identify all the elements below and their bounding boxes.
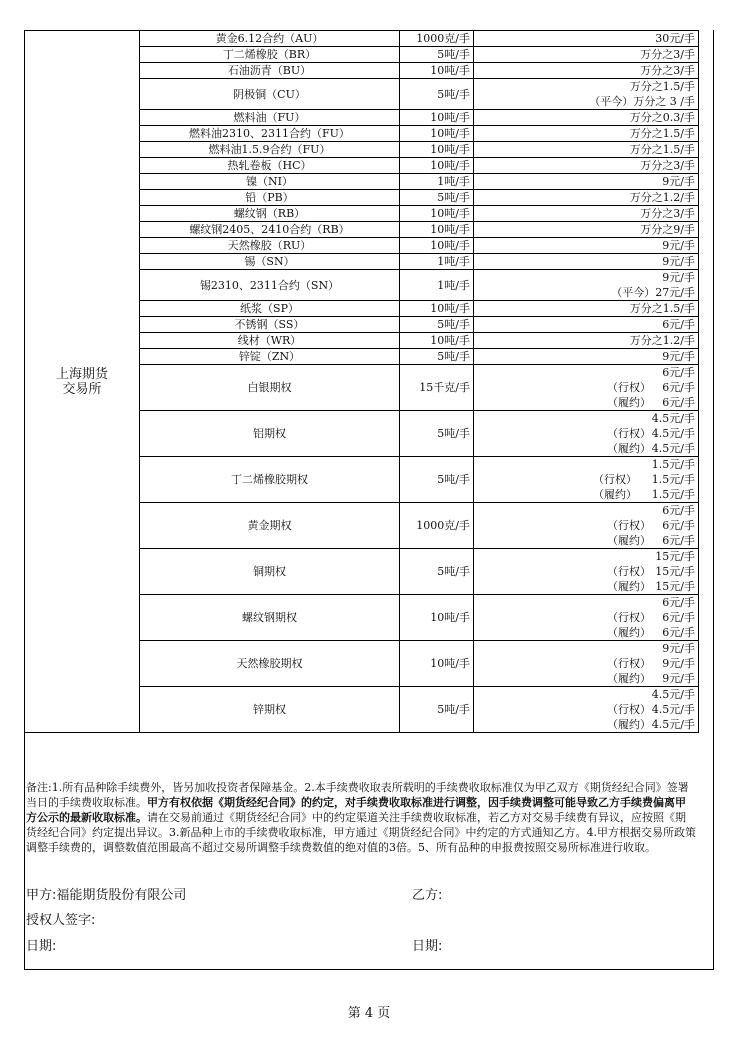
contract-unit: 5吨/手: [400, 687, 474, 733]
product-name: 黄金6.12合约（AU）: [140, 31, 400, 47]
contract-unit: 10吨/手: [400, 63, 474, 79]
fee-line: [477, 656, 695, 671]
option-fee-cell: [474, 687, 699, 733]
contract-unit: 5吨/手: [400, 79, 474, 110]
exercise-tag: （行权）: [607, 565, 651, 578]
fee-cell: [474, 238, 699, 254]
contract-unit: 5吨/手: [400, 411, 474, 457]
product-name: 燃料油1.5.9合约（FU）: [140, 142, 400, 158]
fee-line: [477, 533, 695, 548]
perform-tag: （履约）: [607, 626, 651, 639]
contract-unit: 5吨/手: [400, 47, 474, 63]
date-party-a: 日期:: [26, 939, 57, 954]
fee-cell: [474, 110, 699, 126]
fee-line: [477, 518, 695, 533]
contract-unit: 5吨/手: [400, 549, 474, 595]
authorized-signature: 授权人签字:: [26, 913, 96, 928]
option-product-name: 铜期权: [140, 549, 400, 595]
fee-line: 万分之3/手: [640, 48, 695, 61]
fee-line: 万分之3/手: [640, 207, 695, 220]
fee-line: 万分之1.5/手: [629, 143, 695, 156]
fee-line: [477, 610, 695, 625]
fee-value: 6元/手: [662, 596, 695, 609]
fee-value: 1.5元/手: [651, 488, 695, 501]
option-fee-cell: [474, 641, 699, 687]
fee-value: 6元/手: [662, 534, 695, 547]
fee-table: [24, 30, 699, 733]
fee-value: 6元/手: [662, 396, 695, 409]
contract-unit: 1000克/手: [400, 31, 474, 47]
product-name: 线材（WR）: [140, 333, 400, 349]
fee-cell: [474, 79, 699, 110]
contract-unit: 10吨/手: [400, 238, 474, 254]
remarks-part1: 备注:1.所有品种除手续费外，皆另加收投资者保障基金。2.本手续费收取表所载明的手续费收取标准仅为甲乙双方《期货经纪合同》签署当日的手续费收取标准。: [26, 781, 689, 809]
contract-unit: 10吨/手: [400, 126, 474, 142]
contract-unit: 1吨/手: [400, 270, 474, 301]
fee-line: 万分之3/手: [640, 159, 695, 172]
fee-line: [477, 687, 695, 702]
fee-line: [477, 595, 695, 610]
perform-tag: （履约）: [607, 672, 651, 685]
option-fee-cell: [474, 595, 699, 641]
fee-line: [477, 717, 695, 732]
fee-value: 4.5元/手: [651, 688, 695, 701]
product-name: 石油沥青（BU）: [140, 63, 400, 79]
contract-unit: 10吨/手: [400, 206, 474, 222]
contract-unit: 10吨/手: [400, 641, 474, 687]
perform-tag: （履约）: [607, 534, 651, 547]
date-party-b: 日期:: [412, 939, 443, 954]
fee-cell: [474, 126, 699, 142]
fee-line: [477, 625, 695, 640]
fee-line: [477, 564, 695, 579]
fee-line: 万分之3/手: [640, 64, 695, 77]
fee-line: 6元/手: [662, 318, 695, 331]
contract-unit: 5吨/手: [400, 457, 474, 503]
product-name: 锡2310、2311合约（SN）: [140, 270, 400, 301]
product-name: 锌锭（ZN）: [140, 349, 400, 365]
product-name: 铅（PB）: [140, 190, 400, 206]
fee-value: 6元/手: [662, 626, 695, 639]
fee-line: [477, 579, 695, 594]
contract-unit: 10吨/手: [400, 110, 474, 126]
fee-value: 6元/手: [662, 381, 695, 394]
perform-tag: （履约）: [607, 396, 651, 409]
option-product-name: 丁二烯橡胶期权: [140, 457, 400, 503]
fee-value: 1.5元/手: [651, 473, 695, 486]
option-product-name: 白银期权: [140, 365, 400, 411]
product-name: 螺纹钢（RB）: [140, 206, 400, 222]
fee-line: 9元/手: [662, 175, 695, 188]
fee-line: [477, 380, 695, 395]
fee-line: [477, 641, 695, 656]
product-name: 锡（SN）: [140, 254, 400, 270]
fee-value: 15元/手: [655, 550, 695, 563]
fee-cell: [474, 333, 699, 349]
fee-value: 4.5元/手: [651, 442, 695, 455]
contract-unit: 15千克/手: [400, 365, 474, 411]
fee-line: 万分之1.5/手: [629, 80, 695, 93]
perform-tag: （履约）: [607, 442, 651, 455]
fee-line: [477, 426, 695, 441]
exercise-tag: （行权）: [607, 427, 651, 440]
fee-cell: [474, 301, 699, 317]
option-fee-cell: [474, 457, 699, 503]
contract-unit: 1吨/手: [400, 254, 474, 270]
page-number: 第 4 页: [347, 1006, 391, 1021]
fee-cell: [474, 270, 699, 301]
fee-value: 4.5元/手: [651, 427, 695, 440]
fee-line: [477, 487, 695, 502]
fee-cell: [474, 190, 699, 206]
fee-cell: [474, 174, 699, 190]
exercise-tag: （行权）: [607, 519, 651, 532]
exercise-tag: （行权）: [607, 381, 651, 394]
contract-unit: 10吨/手: [400, 158, 474, 174]
fee-value: 4.5元/手: [651, 703, 695, 716]
contract-unit: 1吨/手: [400, 174, 474, 190]
remarks-bold: 甲方有权依据《期货经纪合同》的约定，对手续费收取标准进行调整，因手续费调整可能导致乙方手续费偏离甲方公示的最新收取标准。: [26, 796, 686, 824]
fee-cell: [474, 47, 699, 63]
fee-line: 万分之1.2/手: [629, 191, 695, 204]
product-name: 阴极铜（CU）: [140, 79, 400, 110]
fee-line: [477, 441, 695, 456]
contract-unit: 5吨/手: [400, 349, 474, 365]
fee-cell: [474, 31, 699, 47]
fee-line: [477, 411, 695, 426]
product-name: 不锈钢（SS）: [140, 317, 400, 333]
perform-tag: （履约）: [607, 718, 651, 731]
fee-line: 万分之9/手: [640, 223, 695, 236]
product-name: 镍（NI）: [140, 174, 400, 190]
option-fee-cell: [474, 411, 699, 457]
fee-line: [477, 472, 695, 487]
fee-cell: [474, 317, 699, 333]
fee-value: 6元/手: [662, 611, 695, 624]
fee-value: 15元/手: [655, 580, 695, 593]
option-product-name: 天然橡胶期权: [140, 641, 400, 687]
fee-cell: [474, 222, 699, 238]
contract-unit: 10吨/手: [400, 222, 474, 238]
fee-line: 9元/手: [662, 239, 695, 252]
remarks-part2: 请在交易前通过《期货经纪合同》中的约定渠道关注手续费收取标准，若乙方对交易手续费有异议，应按照《期货经纪合同》约定提出异议。3.新品种上市的手续费收取标准，甲方通过《期货经纪合同》中约定的方式通知乙方。4.甲方根据交易所政策调整手续费的，调整数值范围最高不超过交易所调整手续费数值的绝对值的3倍。5、所有品种的申报费按照交易所标准进行收取。: [26, 811, 696, 854]
exercise-tag: （行权）: [607, 611, 651, 624]
option-fee-cell: [474, 549, 699, 595]
fee-line: （平今）万分之 3 /手: [589, 95, 695, 108]
contract-unit: 10吨/手: [400, 301, 474, 317]
product-name: 螺纹钢2405、2410合约（RB）: [140, 222, 400, 238]
fee-cell: [474, 63, 699, 79]
fee-line: 9元/手: [662, 350, 695, 363]
product-name: 热轧卷板（HC）: [140, 158, 400, 174]
option-product-name: 铝期权: [140, 411, 400, 457]
contract-unit: 1000克/手: [400, 503, 474, 549]
fee-value: 4.5元/手: [651, 718, 695, 731]
fee-line: 9元/手: [662, 255, 695, 268]
table-row: [25, 31, 699, 47]
fee-value: 9元/手: [662, 642, 695, 655]
fee-value: 15元/手: [655, 565, 695, 578]
product-name: 燃料油2310、2311合约（FU）: [140, 126, 400, 142]
contract-unit: 5吨/手: [400, 317, 474, 333]
contract-unit: 10吨/手: [400, 595, 474, 641]
fee-cell: [474, 158, 699, 174]
option-product-name: 螺纹钢期权: [140, 595, 400, 641]
fee-value: 6元/手: [662, 504, 695, 517]
option-fee-cell: [474, 365, 699, 411]
fee-line: [477, 671, 695, 686]
fee-value: 6元/手: [662, 366, 695, 379]
fee-value: 9元/手: [662, 657, 695, 670]
contract-unit: 5吨/手: [400, 190, 474, 206]
option-fee-cell: [474, 503, 699, 549]
fee-line: 万分之1.5/手: [629, 127, 695, 140]
fee-line: 30元/手: [655, 32, 695, 45]
fee-cell: [474, 254, 699, 270]
fee-line: 万分之1.5/手: [629, 302, 695, 315]
fee-cell: [474, 206, 699, 222]
fee-line: [477, 503, 695, 518]
product-name: 燃料油（FU）: [140, 110, 400, 126]
exercise-tag: （行权）: [607, 657, 651, 670]
fee-value: 4.5元/手: [651, 412, 695, 425]
fee-line: [477, 549, 695, 564]
fee-line: [477, 365, 695, 380]
option-product-name: 锌期权: [140, 687, 400, 733]
party-b: 乙方:: [412, 888, 443, 903]
option-product-name: 黄金期权: [140, 503, 400, 549]
contract-unit: 10吨/手: [400, 333, 474, 349]
perform-tag: （履约）: [593, 488, 637, 501]
perform-tag: （履约）: [607, 580, 651, 593]
fee-cell: [474, 142, 699, 158]
fee-cell: [474, 349, 699, 365]
fee-value: 1.5元/手: [651, 458, 695, 471]
fee-line: [477, 702, 695, 717]
contract-unit: 10吨/手: [400, 142, 474, 158]
exercise-tag: （行权）: [607, 703, 651, 716]
fee-line: 万分之1.2/手: [629, 334, 695, 347]
product-name: 纸浆（SP）: [140, 301, 400, 317]
party-a: 甲方:福能期货股份有限公司: [26, 888, 187, 903]
product-name: 天然橡胶（RU）: [140, 238, 400, 254]
fee-line: [477, 395, 695, 410]
fee-line: [477, 457, 695, 472]
fee-value: 6元/手: [662, 519, 695, 532]
exchange-cell: 上海期货 交易所: [25, 31, 140, 733]
fee-line: 万分之0.3/手: [629, 111, 695, 124]
product-name: 丁二烯橡胶（BR）: [140, 47, 400, 63]
exercise-tag: （行权）: [593, 473, 637, 486]
fee-value: 9元/手: [662, 672, 695, 685]
fee-line: 9元/手: [662, 271, 695, 284]
remarks: [26, 780, 696, 855]
fee-line: （平今）27元/手: [611, 286, 695, 299]
